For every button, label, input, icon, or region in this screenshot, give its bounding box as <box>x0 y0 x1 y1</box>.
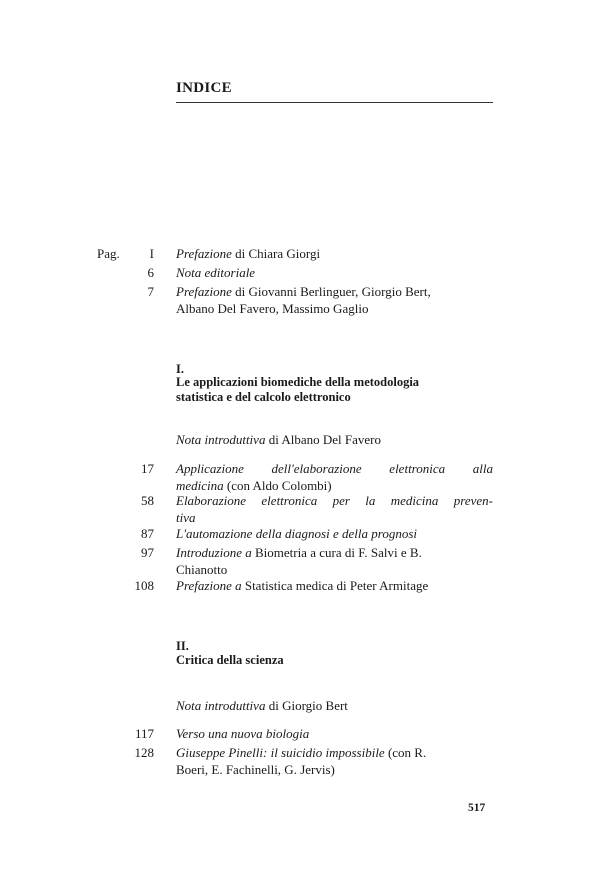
entry-text: Prefazione di Giovanni Berlinguer, Giorgio Bert, Albano Del Favero, Massimo Gaglio <box>176 284 431 316</box>
section-title: Critica della scienza <box>176 653 284 667</box>
section-intro[interactable]: Nota introduttiva di Albano Del Favero <box>176 432 381 447</box>
page-number: 97 <box>141 545 154 560</box>
page-number: 7 <box>147 284 154 299</box>
page-number: 128 <box>134 745 154 760</box>
page-number: I <box>149 246 154 261</box>
entry-text: Introduzione a Biometria a cura di F. Salvi e B. Chianotto <box>176 545 422 577</box>
section-title: Le applicazioni biomediche della metodologia statistica e del calcolo elettronico <box>176 375 420 404</box>
page-title: INDICE <box>176 80 232 96</box>
entry-text: Prefazione a Statistica medica di Peter Armitage <box>176 578 429 593</box>
page-number: 6 <box>147 265 154 280</box>
page-number: 117 <box>134 726 154 741</box>
page-number: 87 <box>141 526 154 541</box>
entry-text: Verso una nuova biologia <box>176 726 310 741</box>
entry-text: Applicazione dell'elaborazione elettronica alla medicina (con Aldo Colombi) <box>176 461 493 493</box>
page-number: 108 <box>134 578 154 593</box>
page-number: 17 <box>141 461 154 476</box>
entry-text: Elaborazione elettronica per la medicina preven- tiva <box>176 493 493 525</box>
pag-label: Pag. <box>97 246 120 261</box>
section-number: I. <box>176 362 184 376</box>
section-intro[interactable]: Nota introduttiva di Giorgio Bert <box>176 698 348 713</box>
page-number: 58 <box>141 493 154 508</box>
entry-text: Prefazione di Chiara Giorgi <box>176 246 321 261</box>
entry-text: Nota editoriale <box>176 265 256 280</box>
page-folio: 517 <box>468 802 486 814</box>
title-rule <box>176 102 493 103</box>
entry-text: L'automazione della diagnosi e della prognosi <box>176 526 417 541</box>
section-number: II. <box>176 639 189 653</box>
entry-text: Giuseppe Pinelli: il suicidio impossibile (con R. Boeri, E. Fachinelli, G. Jervis) <box>176 745 427 777</box>
